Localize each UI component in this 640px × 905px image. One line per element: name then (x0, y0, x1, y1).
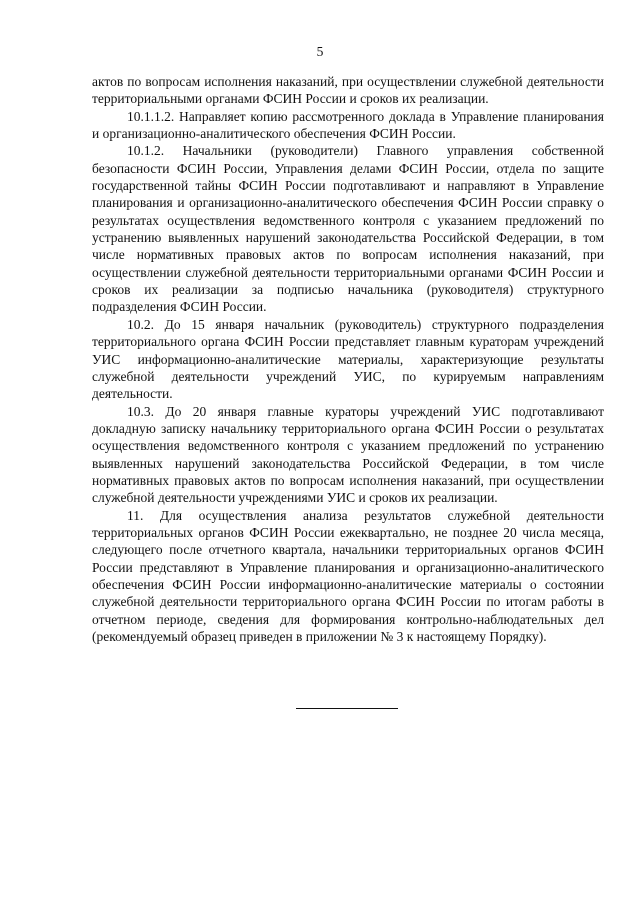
paragraph-continuation: актов по вопросам исполнения наказаний, при осуществлении служебной деятельности территориальными органами ФСИН России и сроков их реализации. (92, 74, 604, 107)
page-number: 5 (316, 44, 324, 59)
end-of-text-divider (296, 708, 398, 709)
document-body (92, 73, 604, 645)
paragraph-10-3: 10.3. До 20 января главные кураторы учреждений УИС подготавливают докладную записку начальнику территориального органа ФСИН России о результатах осуществления ведомственного контроля с указанием предложений по устранению выявленных нарушений законодательства Российской Федерации, в том числе нормативных правовых актов по вопросам исполнения наказаний, при осуществлении служебной деятельности учреждениями УИС и сроков их реализации. (92, 403, 604, 506)
paragraph-10-1-1-2: 10.1.1.2. Направляет копию рассмотренного доклада в Управление планирования и организационно-аналитического обеспечения ФСИН России. (92, 108, 604, 142)
paragraph-10-1-2: 10.1.2. Начальники (руководители) Главного управления собственной безопасности ФСИН России, Управления делами ФСИН России, отдела по защите государственной тайны ФСИН России подготавливают и направляют в Управление планирования и организационно-аналитического обеспечения ФСИН России справку о результатах осуществления ведомственного контроля с указанием предложений по устранению выявленных нарушений законодательства Российской Федерации, в том числе нормативных правовых актов по вопросам исполнения наказаний, при осуществлении служебной деятельности территориальными органами ФСИН России и сроков их реализации за подписью начальника (руководителя) структурного подразделения ФСИН России. (92, 143, 604, 315)
paragraph-10-2: 10.2. До 15 января начальник (руководитель) структурного подразделения территориального органа ФСИН России представляет главным кураторам учреждений УИС информационно-аналитические материалы, характеризующие результаты служебной деятельности учреждений УИС, по курируемым направлениям деятельности. (92, 316, 604, 402)
paragraph-11: 11. Для осуществления анализа результатов служебной деятельности территориальных органов ФСИН России ежеквартально, не позднее 20 числа месяца, следующего после отчетного квартала, начальники территориальных органов ФСИН России представляют в Управление планирования и организационно-аналитического обеспечения ФСИН России информационно-аналитические материалы о состоянии служебной деятельности территориального органа ФСИН России по итогам работы в отчетном периоде, сведения для формирования контрольно-наблюдательных дел (рекомендуемый образец приведен в приложении № 3 к настоящему Порядку). (92, 507, 604, 644)
